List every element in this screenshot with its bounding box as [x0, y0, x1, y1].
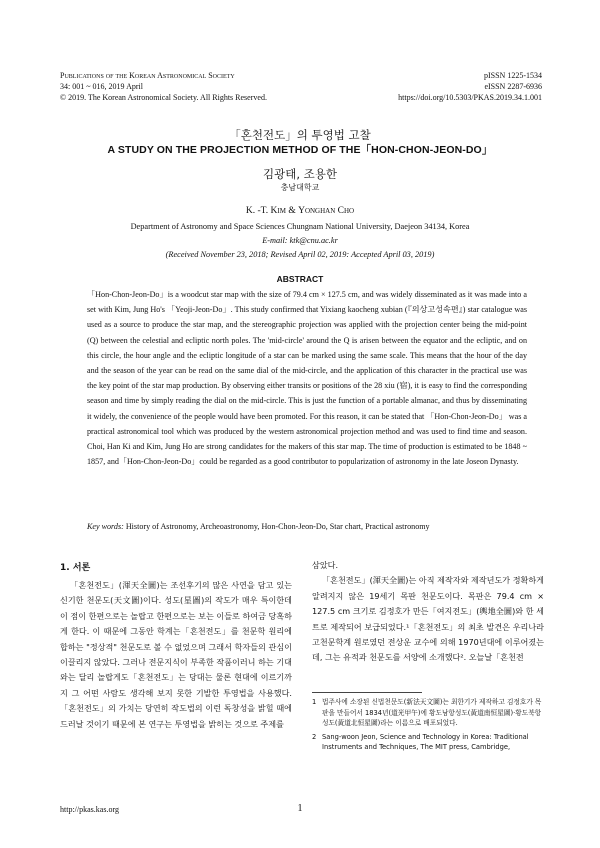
second-paragraph: 「혼천전도」(渾天全圖)는 아직 제작자와 제작년도가 정확하게 알려지지 않은 19세기 목판 천문도이다. 목판은 79.4 cm × 127.5 cm 크기로 김정호가 만든「여지전도」(輿地全圖)와 한 세트로 제작되어 보급되었다.¹「혼천전도」의 최초 발견은 우리나라 고천문학계 원로였던 전상운 교수에 의해 1970년대에 이루어졌는데, 그는 유적과 천문도를 서양에 소개했다². 오늘날「혼천전: [312, 575, 544, 663]
author-second: Yonghan Cho: [298, 206, 355, 216]
abstract-text: 「Hon-Chon-Jeon-Do」is a woodcut star map with the size of 79.4 cm × 127.5 cm, and was widely disseminated as it was made into a set with Kim, Jung Ho's 「Yeoji-Jeon-Do」. This study confirmed that Yixiang kaocheng xubian (『의상고성속편』) star catalogue was used as a source to produce the star map, and the stereographic projection was applied with the projection center being the mid-point (Q) between the celestial and ecliptic north poles. The 'mid-circle' around the Q is arisen between the equator and the ecliptic, and on this circle, the hour angle and the ecliptic longitude of a star can be marked using the same scale. This means that the hour of the day and the season of the year can be read on the same dial of the mid-circle, and the application of this character in the practical use was the key point of the star map production. By observing either transits or positions of the 28 xiu (宿), it is easy to find the corresponding season and time by simply reading the dial on the mid-circle. This is just the function of a portable almanac, and thus by disseminating it widely, the convenience of the people would have been promoted. For this reason, it can be stated that 「Hon-Chon-Jeon-Do」 was a practical astronomical tool which was produced by the western astronomical projection method and was used to find time and season. Choi, Han Ki and Kim, Jung Ho are strong candidates for the makers of this star map. The time of production is estimated to be 1848 ~ 1857, and「Hon-Chon-Jeon-Do」could be regarded as a good contributor to popularization of astronomy in the late Joseon Dynasty.: [87, 290, 528, 467]
author-first: K. -T. Kim: [245, 206, 286, 216]
affiliation-korean: 충남대학교: [280, 183, 320, 192]
author-joiner: &: [288, 206, 296, 216]
email[interactable]: E-mail: ktk@cnu.ac.kr: [262, 236, 338, 245]
footnote-number: 1: [312, 698, 317, 706]
authors-english: [0, 206, 600, 216]
footer-url[interactable]: http://pkas.kas.org: [60, 805, 119, 814]
keywords-text: History of Astronomy, Archeoastronomy, Hon-Chon-Jeon-Do, Star chart, Practical astronomy: [125, 522, 430, 531]
pissn: pISSN 1225-1534: [483, 71, 542, 80]
title-english: A STUDY ON THE PROJECTION METHOD OF THE「HON-CHON-JEON-DO」: [107, 144, 493, 156]
title-korean: 「혼천전도」의 투영법 고찰: [229, 128, 371, 142]
body-column-left: [60, 578, 292, 732]
page-number: 1: [297, 803, 303, 814]
abstract-heading: ABSTRACT: [276, 274, 324, 284]
intro-paragraph: 「혼천전도」(渾天全圖)는 조선후기의 많은 사연을 담고 있는 신기한 천문도(天文圖)이다. 성도(星圖)의 작도가 매우 특이한데 이 점이 한편으로는 놀랍고 한편으로는 보는 이들로 하여금 당혹하게 한다. 이 때문에 그동안 학계는「혼천전도」를 천문학 원리에 합하는 "정상적" 천문도로 볼 수 없었으며 그래서 학자들의 관심이 이끌리지 않았다. 그러나 전문지식이 부족한 작품이러니 하는 기대와는 달리 놀랍게도「혼천전도」는 당대는 물론 현대에 이르기까지 그 어떤 사람도 생각해 보지 못한 기발한 투영법을 사용했다.「혼천전도」의 가치는 당연히 작도법의 이런 독창성을 밝힐 때에 드러날 것이기 때문에 본 연구는 투영법을 밝히는 것으로 주제를: [60, 580, 292, 729]
journal-header: [60, 70, 542, 103]
copyright: © 2019. The Korean Astronomical Society. All Rights Reserved.: [60, 93, 267, 102]
keywords: [87, 522, 547, 531]
footnote-number: 2: [312, 732, 317, 741]
footnote-text: 법주사에 소장된 신법천문도(新法天文圖)는 최한기가 제작하고 김정호가 목판을 만들어서 1834년(道光甲午)에 황도남항성도(黃道南恒星圖)·황도북항성도(黃道北恒星圖)라는 이름으로 배포되었다.: [322, 698, 542, 728]
section-heading: 1. 서론: [60, 563, 91, 573]
journal-name: Publications of the Korean Astronomical Society: [60, 71, 235, 80]
intro-continuation: 삼았다.: [312, 560, 339, 570]
department: Department of Astronomy and Space Sciences Chungnam National University, Daejeon 34134, Korea: [130, 222, 470, 231]
received-dates: (Received November 23, 2018; Revised April 02, 2019: Accepted April 03, 2019): [165, 250, 435, 259]
doi-link[interactable]: https://doi.org/10.5303/PKAS.2019.34.1.001: [398, 93, 542, 102]
footnotes: [312, 697, 544, 756]
footnote-divider: [312, 692, 422, 693]
body-column-right: [312, 558, 544, 666]
footnote: [312, 732, 544, 753]
eissn: eISSN 2287-6936: [484, 82, 542, 91]
keywords-label: Key words:: [87, 522, 124, 531]
footnote-text: Sang-woon Jeon, Science and Technology in Korea: Traditional Instruments and Techniques, The MIT press, Cambridge,: [322, 732, 529, 752]
authors-korean: 김광태, 조용한: [263, 167, 337, 181]
volume-line: 34: 001 ~ 016, 2019 April: [60, 82, 143, 91]
footnote: [312, 697, 544, 729]
